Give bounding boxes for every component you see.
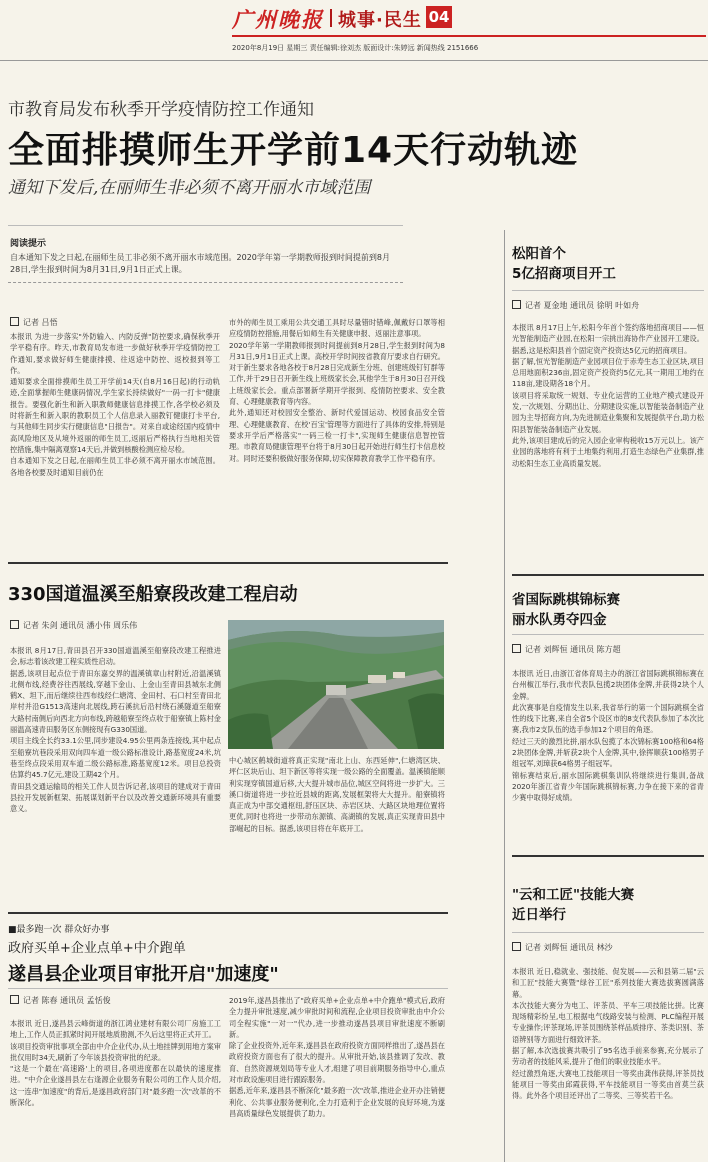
- lead-subhead: 通知下发后,在丽师生非必须不离开丽水市域范围: [8, 178, 371, 198]
- page-number-badge: 04: [426, 6, 452, 28]
- suichang-column-2: 2019年,遂昌县推出了"政府买单+企业点单+中介跑单"模式后,政府全力提升审批速度,减少审批时间和流程,企业项目投资审批由中介公司全程实施"一对一"代办,进一步推动遂昌县项目审批速度不断刷新。 除了企业投资外,近年来,遂昌县在政府投资方面同样推出了,遂昌县在政府投资方面也有了很大的提升。从审批开始,该县推调了发改、教育、自然资源规划局等专业人才,组建了项目前期服务指导中心,重点对市政设施项目进行跟踪服务。 据悉,近年来,遂昌县不断深化"最多跑一次"改革,推进企业开办注销便利化、公共事业服务便利化,全力打造利于企业发展的良好环境,为遂昌高质量绿色发展提供了助力。: [229, 996, 445, 1118]
- suichang-rule: [8, 988, 448, 989]
- road-column-1: 本报讯 8月17日,青田县召开330国道温溪至船寮段改建工程推进会,标志着该改建工程实质性启动。 据悉,该项目起点位于青田东嘉交界的温溪镇章山村附近,沿温溪镇北侧布线,经费谷往西展线,穿越下金山、上金山至青田县城东北侧鹤Ⅹ、坦下,而后继续往西布线经仁塘湾、金田村、石口村至青田北岸村并沿G1513高速向北展线,跨石溪抗后沿村绕石溪隧道至船寮大路村南侧后向西北方向布线,跨越船寮至终点收于船寮镇上陈村金丽温高速青田服务区东侧接现有G330国道。 项目主线全长约33.1公里,同步建设4.95公里两条连接线,其中起点至船寮坑巷段采用双向四车道一级公路标准设计,路基宽度24米,坑巷至终点段采用双车道二级公路标准,路基宽度12米。项目总投资估算约45.7亿元,建设工期42个月。 青田县交通运输局的相关工作人员告诉记者,该项目的建成对于青田县拉开发展新框架、拓展谋划新平台以及改善交通新环境具有重要意义。: [10, 646, 221, 814]
- side-b-text: 本报讯 近日,由浙江省体育局主办的浙江省国际跳棋锦标赛在台州椒江举行,我市代表队包揽2块团体金牌,并获得2块个人金牌。 此次赛事是自疫情发生以来,我省举行的第一个国际跳棋全省性的线下比赛,来自全省5个设区市的8支代表队参加了本次比赛,我市2支队伍的选手参加12个项目的角逐。 经过三天的激烈比拼,丽水队包揽了本次锦标赛100格和64格2块团体金牌,并斩获2块个人金牌,其中,徐挥顺获100格男子组冠军,刘璋获64格男子组冠军。 锦标赛结束后,丽水国际跳棋集训队将继续进行集训,备战2020年浙江省青少年国际跳棋锦标赛,力争在接下来的省青少赛中取得好成绩。: [512, 669, 704, 803]
- sidebar-divider: [504, 230, 505, 1162]
- side-b-headline: 省国际跳棋锦标赛 丽水队勇夺四金: [512, 592, 620, 628]
- road-column-2: 中心城区鹤城街道将真正实现"南北上山、东西延伸",仁塘湾区块、坪仁区块后山、坦下新区等将实现一级公路的全面覆盖。温溪镇能顺利实现穿镇国道后移,大大提升城市品位,城区空间将进一步扩大。三溪口街道将进一步拉近县城的距离,发展框架将大大提升。船寮镇将真正成为中部交通枢纽,舒压区块、赤岩区块、大路区块地理位置将更优,同时也将进一步带动东源镇、高湖镇的发展,真正实现青田县中部崛起的目标。据悉,该项目将在年底开工。: [229, 756, 445, 833]
- byline-box-icon: [512, 300, 521, 309]
- dateline: 2020年8月19日 星期三 责任编辑:徐刘杰 版面设计:朱婷远 新闻热线 2151666: [232, 44, 479, 52]
- lead-kicker: 市教育局发布秋季开学疫情防控工作通知: [8, 100, 314, 120]
- suichang-tag: ■最多跑一次 群众好办事: [8, 925, 110, 935]
- side-a-rule: [512, 290, 704, 291]
- side-c-byline: [512, 942, 613, 953]
- suichang-headline: 遂昌县企业项目审批开启"加速度": [8, 964, 279, 985]
- road-end-rule: [8, 912, 448, 914]
- side-a-end-rule: [512, 574, 704, 576]
- side-a-byline: [512, 300, 639, 311]
- masthead-rule: [232, 35, 706, 37]
- suichang-byline: [10, 995, 111, 1006]
- lead-end-rule: [8, 562, 448, 564]
- byline-box-icon: [512, 644, 521, 653]
- byline-box-icon: [512, 942, 521, 951]
- newspaper-logo: 广州晚报: [232, 7, 324, 32]
- lead-column-1: 本报讯 为进一步落实"外防输入、内防反弹"防控要求,确保秋季开学平稳有序。昨天,市教育局发布进一步做好秋季开学疫情防控工作通知,要求做好师生健康排摸、往返途中防控、返校报到等工作。 通知要求全面排摸师生员工开学前14天(自8月16日起)的行动轨迹,全面掌握师生健康码情况,学生家长持续做好"一码一打卡"健康报告。要强化新生和新入职教师健康信息排摸工作,各学校必须及时将新生和新入职的教职员工个人信息录入丽教钉健康打卡平台,与其他师生同步实行健康信息"日报告"。对来自或途经国内疫情中高风险地区及从境外返丽的师生员工,返丽后严格执行当地相关管控措施,集中隔离观察14天后,并做到核酸检测应检尽检。 自本通知下发之日起,在丽师生员工非必须不离开丽水市域范围。各地各校要及时通知目前仍在: [10, 332, 220, 477]
- side-c-rule: [512, 932, 704, 933]
- side-c-text: 本报讯 近日,稳就业、强技能、促发展——云和县第二届"云和工匠"技能大赛暨"绿谷工匠"系列技能大赛选拔赛圆满落幕。 本次技能大赛分为电工、评茶员、平车三项技能比拼。比赛现场精彩纷呈,电工根据电气线路安装与检测、PLC编程开展专业操作;评茶现场,评茶员围绕茶样品质排序、茶类识别、茶语辨别等方面进行细致评茶。 据了解,本次选拔赛共吸引了95名选手前来参赛,充分展示了劳动者的技能风采,提升了他们的职业技能水平。 经过激烈角逐,大赛电工技能项目一等奖由龚伟获得,评茶员技能项目一等奖由邱霞获得,平车技能项目一等奖由首莫兰获得。此外各个项目还评出了二等奖、三等奖若干名。: [512, 967, 704, 1101]
- side-b-end-rule: [512, 855, 704, 857]
- summary-divider: [8, 282, 403, 283]
- byline-box-icon: [10, 995, 19, 1004]
- byline-box-icon: [10, 620, 19, 629]
- summary-text: 自本通知下发之日起,在丽师生员工非必须不离开丽水市域范围。2020学年第一学期教师报到时间提前到8月28日,学生报到时间为8月31日,9月1日正式上课。: [10, 253, 390, 274]
- side-c-headline: "云和工匠"技能大赛 近日举行: [512, 887, 635, 923]
- lead-column-2: 市外的师生员工乘用公共交通工具时尽量错时错峰,佩戴好口罩等相应疫情防控措施,用餐后如师生有关健康申报、返丽注意事项。 2020学年第一学期教师报到时间提前到8月28日,学生报到时间为8月31日,9月1日正式上课。高校开学时间按省教育厅要求自行研究。对于新生要求各地各校于8月28日完成新生分班、创建班级钉钉群等工作,并于29日召开新生线上班级家长会,其他学生于8月30日召开线上班级家长会。重点部署新学期开学报到、疫情防控要求、安全教育、心理健康教育等内容。 此外,通知还对校园安全整治、新时代爱国运动、校园食品安全管理、心理健康教育、在校'百宝'管理等方面进行了具体的安排,特别是要求开学后严格落实"一码三检一打卡",实现师生健康信息智控管理。市教育局健康管理平台将于8月30日起开始进行师生打卡信息校对。同时还要积极做好服务保障,切实保障教育教学工作平稳有序。: [229, 318, 445, 463]
- suichang-kicker: 政府买单+企业点单+中介跑单: [8, 941, 186, 956]
- top-divider: [0, 60, 708, 61]
- lead-headline: 全面排摸师生开学前14天行动轨迹: [8, 130, 579, 171]
- road-aerial-photo: [228, 620, 444, 749]
- side-a-byline-text: 记者 夏金地 通讯员 徐明 叶如舟: [525, 301, 640, 310]
- side-a-text: 本报讯 8月17日上午,松阳今年首个签约落地招商项目——恒光智能制造产业园,在松阳一宗挑出海协作产业园开工建设。据悉,这是松阳县首个固定资产投资达5亿元的招商项目。 据了解,恒光智能制造产业园项目位于赤寿生态工业区块,项目总用地面积236亩,固定资产投资约5亿元,其一期用工地约在118亩,建设期各18个月。 该项目将采取统一规划、专业化运营的工业地产模式建设开发,一次规划、分期出让、分期建设实施,以智能装备制造产业园为主导招商方向,为先进制造业集聚和发展提供平台,助力松阳县智能装备制造产业发展。 此外,该项目建成后的完入园企业审构税收15万元以上。该产业园的落地将有利于土地集约利用,打造生态绿色产业集群,推动松阳生态工业高质量发展。: [512, 323, 704, 468]
- side-b-rule: [512, 634, 704, 635]
- summary-top-rule: [8, 225, 403, 226]
- byline-box-icon: [10, 317, 19, 326]
- masthead-divider: [330, 9, 332, 27]
- road-byline-text: 记者 朱剑 通讯员 潘小伟 周乐伟: [23, 621, 138, 630]
- road-headline: 330国道温溪至船寮段改建工程启动: [8, 584, 298, 605]
- suichang-column-1: 本报讯 近日,遂昌县云峰街道的浙江鸿业建材有限公司厂房施工工地上,工作人员正抓紧时间开展地质勘测,不久后这里将正式开工。 该项目投资审批事项全部由中介企业代办,从土地挂牌到用地方案审批仅用时34天,刷新了今年该县投资审批的纪录。 "这是一个最在'高速路'上的项目,各项进度都在以最快的速度推进。"中介企业遂昌县左右逢源企业服务有限公司的工作人员介绍,这一连串"加速度"的背后,是遂昌政府部门对"最多跑一次"改革的不断深化。: [10, 1019, 221, 1108]
- road-byline: [10, 620, 137, 631]
- summary-title: 阅读提示: [10, 239, 47, 249]
- side-c-byline-text: 记者 刘辉恒 通讯员 林沙: [525, 943, 613, 952]
- side-b-byline-text: 记者 刘辉恒 通讯员 陈方超: [525, 645, 621, 654]
- side-b-byline: [512, 644, 621, 655]
- lead-byline-text: 记者 吕悟: [23, 318, 58, 327]
- section-title: 城事·民生: [338, 10, 422, 31]
- lead-byline: [10, 317, 58, 328]
- suichang-byline-text: 记者 陈春 通讯员 孟恬俊: [23, 996, 111, 1005]
- side-a-headline: 松阳首个 5亿招商项目开工: [512, 246, 616, 282]
